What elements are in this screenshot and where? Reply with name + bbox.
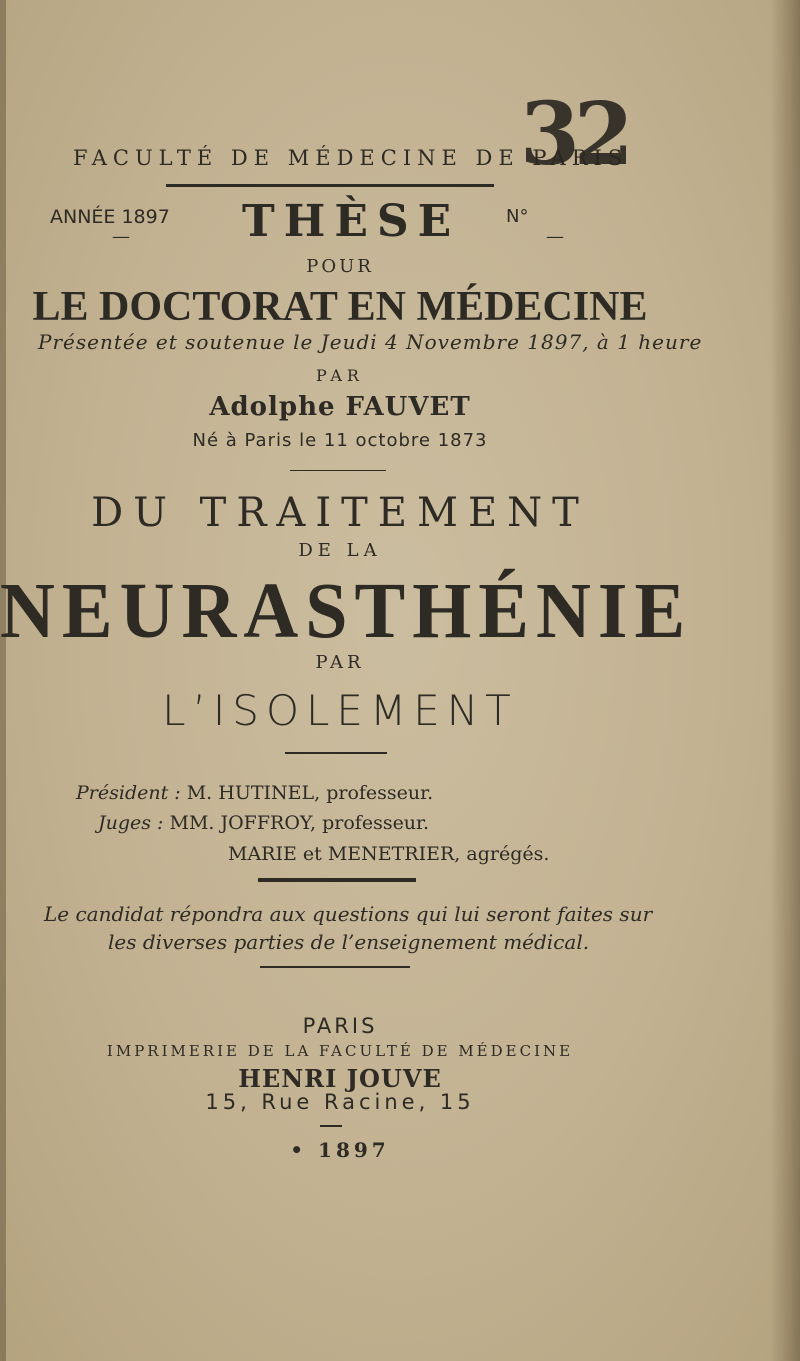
title-line-5: L’ISOLEMENT: [162, 686, 518, 735]
imprint-year: • 1897: [290, 1138, 390, 1162]
presentation-date: Présentée et soutenue le Jeudi 4 Novembre 1897, à 1 heure: [38, 330, 703, 354]
jury-names: MARIE et MENETRIER, agrégés.: [228, 843, 550, 865]
divider: [166, 184, 494, 187]
jury-role: Juges :: [98, 812, 164, 834]
author-name: Adolphe FAUVET: [209, 392, 471, 422]
title-line-4: PAR: [315, 652, 365, 673]
faculty-heading: FACULTÉ DE MÉDECINE DE PARIS: [73, 146, 629, 170]
par-label: PAR: [316, 366, 364, 385]
stamp-number: 32: [520, 84, 628, 185]
number-label: N°: [506, 206, 529, 227]
year-label: ANNÉE 1897: [50, 206, 170, 228]
title-line-2: DE LA: [298, 540, 382, 561]
number-dash: —: [546, 226, 564, 247]
jury-agreges: [228, 843, 549, 865]
degree-title: LE DOCTORAT EN MÉDECINE: [32, 284, 648, 330]
candidate-note-line-2: les diverses parties de l’enseignement médical.: [108, 930, 590, 954]
year-dash: —: [112, 226, 130, 247]
jury-president: [76, 782, 433, 804]
imprint-printer: IMPRIMERIE DE LA FACULTÉ DE MÉDECINE: [106, 1042, 574, 1060]
page-right-edge: [770, 0, 800, 1361]
author-birth: Né à Paris le 11 octobre 1873: [192, 430, 488, 451]
candidate-note-line-1: Le candidat répondra aux questions qui lui seront faites sur: [44, 902, 653, 926]
divider: [320, 1125, 342, 1127]
jury-judges: [98, 812, 429, 834]
title-line-3: NEURASTHÉNIE: [0, 566, 693, 656]
divider: [290, 470, 386, 471]
divider: [285, 752, 387, 754]
pour-label: POUR: [306, 256, 374, 277]
jury-names: MM. JOFFROY, professeur.: [169, 812, 430, 834]
divider: [260, 966, 410, 968]
imprint-address: 15, Rue Racine, 15: [205, 1090, 475, 1114]
jury-names: M. HUTINEL, professeur.: [186, 782, 434, 804]
imprint-name: HENRI JOUVE: [238, 1064, 442, 1093]
jury-role: Président :: [76, 782, 181, 804]
these-heading: THÈSE: [242, 196, 461, 247]
title-line-1: DU TRAITEMENT: [91, 490, 589, 536]
imprint-city: PARIS: [302, 1014, 378, 1038]
divider: [258, 878, 416, 882]
